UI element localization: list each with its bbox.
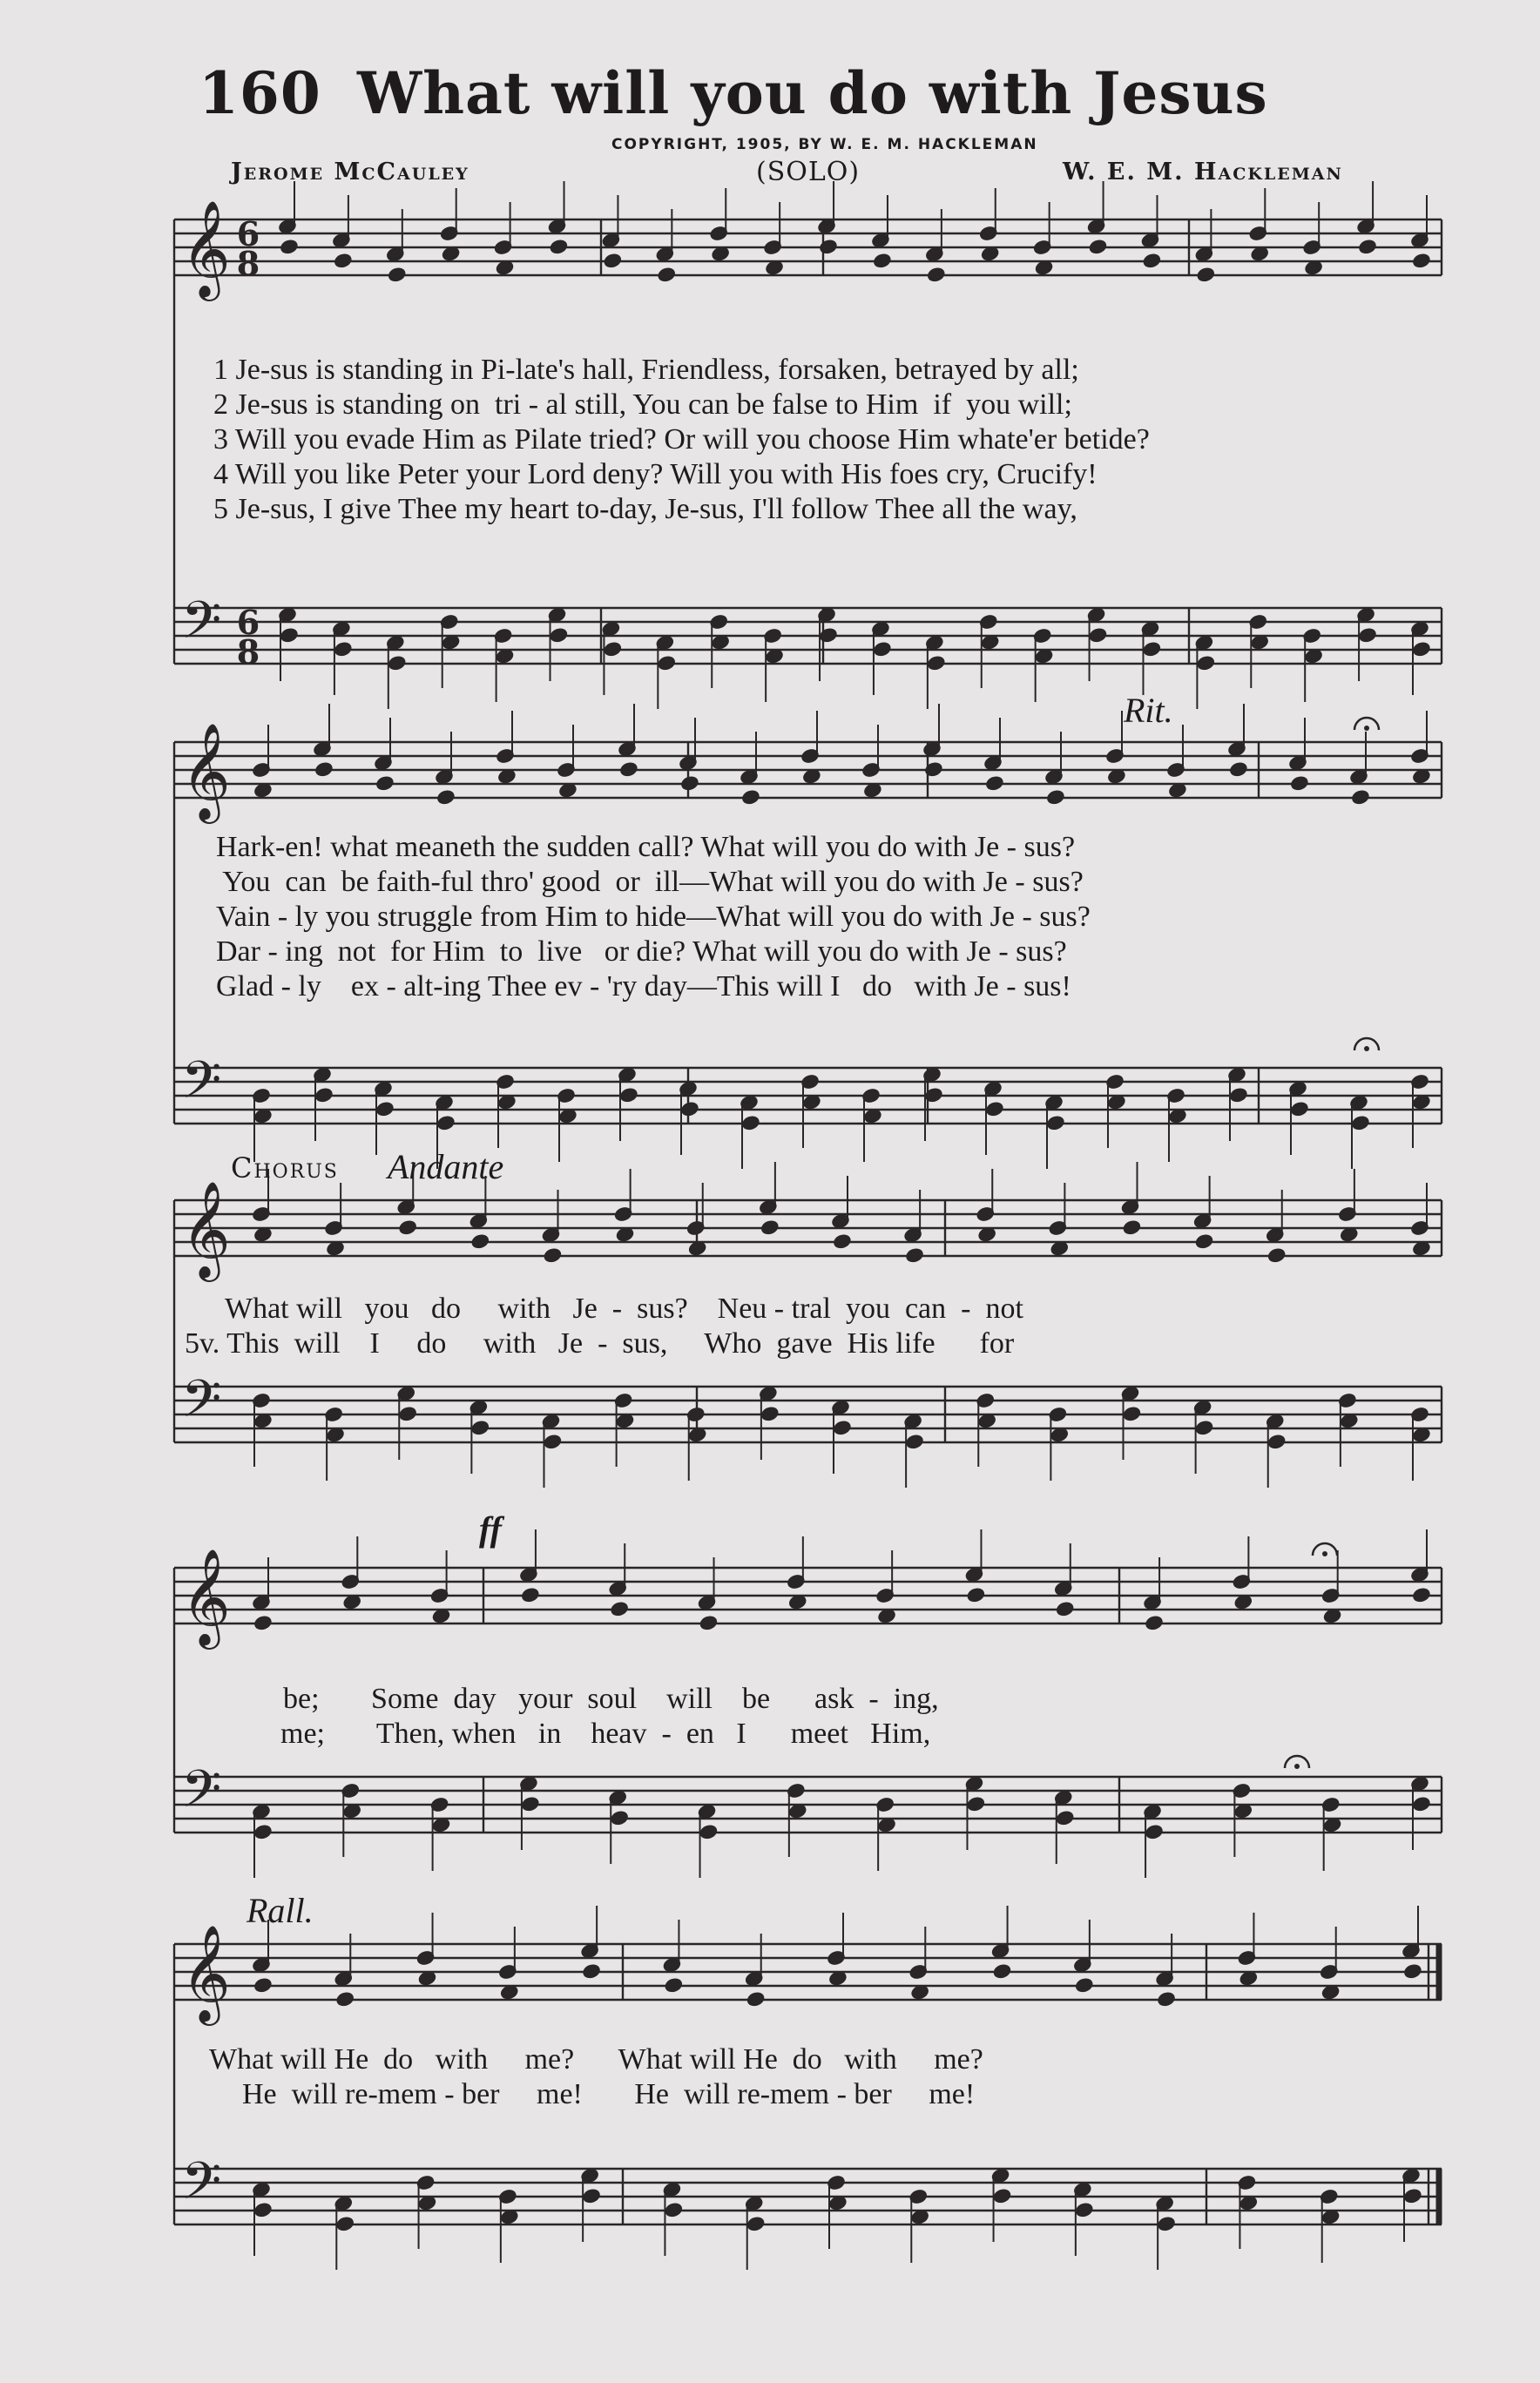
note-head [471,1233,490,1249]
note-head [1195,1233,1213,1249]
chorus-line: be; Some day your soul will be ask - ing, [283,1683,939,1715]
note-head [314,1087,333,1103]
note-head [665,2202,683,2218]
note-head [253,2202,272,2218]
time-sig-top: 6 [236,214,260,253]
note-head [967,1587,985,1603]
note-head [1358,627,1376,643]
treble-clef-icon: 𝄞 [181,1180,231,1278]
chorus-line: What will He do with me? What will He do with me? [209,2043,983,2076]
verse-line-1: 3 Will you evade Him as Pilate tried? Or will you choose Him whate'er betide? [213,423,1150,456]
composer-credit: W. E. M. Hackleman [1063,159,1343,186]
note-head [550,627,568,643]
note-head [1056,1810,1074,1826]
note-head [335,1991,354,2007]
note-head [1358,239,1376,254]
note-head [544,1247,562,1263]
note-head [375,775,394,791]
note-head [1267,1247,1286,1263]
note-head [760,1219,779,1235]
note-head [833,1420,851,1435]
hymn-title: What will you do with Jesus [357,59,1268,127]
note-head [699,1615,718,1630]
note-head [967,1796,985,1812]
note-head [905,1434,923,1449]
note-head [993,1963,1011,1979]
note-head [471,1420,490,1435]
note-head [1056,1601,1074,1617]
note-head [582,2188,600,2204]
verse-line-2: Dar - ing not for Him to live or die? What will you do with Je - sus? [216,935,1067,968]
note-head [1143,641,1161,657]
lyricist-credit: Jerome McCauley [231,159,469,186]
bass-clef-icon: 𝄢 [181,590,222,663]
note-head [388,267,406,282]
note-head [927,655,945,671]
note-head [1267,1434,1286,1449]
hymn-number: 160 [199,59,321,127]
note-head [398,1219,416,1235]
rall-marking: Rall. [247,1891,314,1930]
performance-note: (SOLO) [756,157,861,187]
note-head [819,627,837,643]
note-head [680,1101,699,1117]
note-head [253,1615,272,1630]
note-head [521,1587,539,1603]
note-head [1351,1115,1369,1131]
note-head [1403,1963,1422,1979]
bass-clef-icon: 𝄢 [181,1368,222,1441]
note-head [1143,253,1161,268]
note-head [1075,2202,1093,2218]
note-head [619,1087,638,1103]
chorus-line: me; Then, when in heav - en I meet Him, [280,1718,931,1750]
note-head [873,253,891,268]
note-head [1229,1087,1247,1103]
copyright-notice: COPYRIGHT, 1905, BY W. E. M. HACKLEMAN [611,136,1038,153]
time-sig-top: 6 [236,603,260,642]
note-head [905,1247,923,1263]
note-head [699,1824,718,1840]
note-head [1195,1420,1213,1435]
treble-clef-icon: 𝄞 [181,199,231,297]
rit-marking: Rit. [1124,691,1173,730]
bass-clef-icon: 𝄢 [181,1050,222,1123]
note-head [658,267,676,282]
bass-clef-icon: 𝄢 [181,2150,222,2224]
note-head [993,2188,1011,2204]
note-head [253,1824,272,1840]
note-head [1351,789,1369,805]
note-head [544,1434,562,1449]
note-head [746,2216,765,2231]
note-head [1412,253,1430,268]
note-head [375,1101,394,1117]
note-head [521,1796,539,1812]
note-head [1290,775,1308,791]
note-head [1075,1977,1093,1993]
note-head [436,789,455,805]
ff-marking: ff [479,1509,502,1549]
note-head [760,1406,779,1421]
note-head [1157,2216,1175,2231]
note-head [985,775,1003,791]
note-head [665,1977,683,1993]
note-head [1403,2188,1422,2204]
note-head [604,253,622,268]
note-head [1412,1796,1430,1812]
chorus-line: 5v. This will I do with Je - sus, Who gave His life for [185,1327,1015,1360]
note-head [582,1963,600,1979]
chorus-label: Chorus [231,1151,339,1185]
note-head [1157,1991,1175,2007]
note-head [398,1406,416,1421]
note-head [314,761,333,777]
note-head [741,789,760,805]
note-head [619,761,638,777]
time-sig-bottom: 8 [236,632,260,672]
note-head [280,239,298,254]
note-head [873,641,891,657]
treble-clef-icon: 𝄞 [181,1548,231,1645]
note-head [253,1977,272,1993]
note-head [550,239,568,254]
verse-line-2: Glad - ly ex - alt-ing Thee ev - 'ry day—This will I do with Je - sus! [216,970,1071,1002]
note-head [927,267,945,282]
note-head [334,253,352,268]
verse-line-1: 5 Je-sus, I give Thee my heart to-day, Je-sus, I'll follow Thee all the way, [213,493,1077,525]
verse-line-1: 2 Je-sus is standing on tri - al still, You can be false to Him if you will; [213,388,1072,421]
note-head [1412,641,1430,657]
note-head [1046,789,1064,805]
note-head [610,1601,628,1617]
note-head [1290,1101,1308,1117]
note-head [1123,1406,1141,1421]
note-head [1046,1115,1064,1131]
verse-line-1: 4 Will you like Peter your Lord deny? Will you with His foes cry, Crucify! [213,458,1098,490]
chorus-line: He will re-mem - ber me! He will re-mem - ber me! [242,2078,976,2110]
note-head [680,775,699,791]
note-head [335,2216,354,2231]
note-head [1412,1587,1430,1603]
note-head [985,1101,1003,1117]
andante-marking: Andante [388,1147,504,1186]
note-head [1145,1824,1163,1840]
verse-line-2: You can be faith-ful thro' good or ill—What will you do with Je - sus? [216,866,1084,898]
note-head [610,1810,628,1826]
note-head [280,627,298,643]
note-head [746,1991,765,2007]
note-head [1123,1219,1141,1235]
treble-clef-icon: 𝄞 [181,722,231,820]
time-sig-bottom: 8 [236,244,260,283]
note-head [741,1115,760,1131]
note-head [1089,627,1107,643]
note-head [1145,1615,1163,1630]
note-head [436,1115,455,1131]
note-head [1197,655,1215,671]
note-head [658,655,676,671]
note-head [1197,267,1215,282]
note-head [334,641,352,657]
note-head [388,655,406,671]
chorus-line: What will you do with Je - sus? Neu - tral you can - not [225,1293,1023,1325]
note-head [1229,761,1247,777]
note-head [819,239,837,254]
bass-clef-icon: 𝄢 [181,1759,222,1832]
note-head [604,641,622,657]
verse-line-1: 1 Je-sus is standing in Pi-late's hall, Friendless, forsaken, betrayed by all; [213,354,1079,386]
note-head [1089,239,1107,254]
verse-line-2: Hark-en! what meaneth the sudden call? What will you do with Je - sus? [216,831,1076,863]
treble-clef-icon: 𝄞 [181,1924,231,2022]
verse-line-2: Vain - ly you struggle from Him to hide—What will you do with Je - sus? [216,901,1091,933]
note-head [833,1233,851,1249]
